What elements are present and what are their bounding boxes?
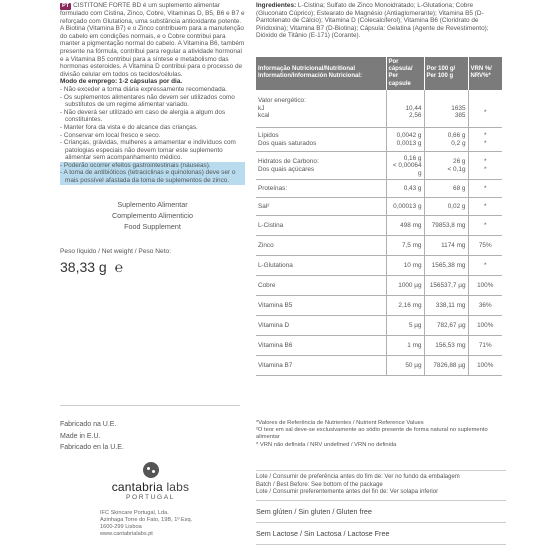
made-in-es: Fabricado en la U.E.: [60, 444, 124, 451]
net-weight: [60, 259, 245, 276]
value-per-100g: 1174 mg: [424, 236, 468, 256]
language-badge: PT: [62, 3, 70, 9]
nutrition-table: [256, 57, 502, 376]
company-address: [100, 510, 220, 538]
nutrition-row: [256, 256, 502, 276]
footnote: ²O teor em sal deve-se exclusivamente ao sódio presente de forma natural no suplemento alimentar: [256, 427, 488, 441]
value-nrv: *: [468, 216, 502, 236]
nutrition-row: [256, 90, 502, 128]
header-nrv: VRN %/ NRV%*: [468, 57, 502, 90]
nutrient-name: Sal²: [256, 198, 386, 216]
batch-line: Lote / Consumir de preferência antes do fim de: Ver no fundo da embalagem: [256, 474, 460, 480]
value-nrv: *: [468, 90, 502, 128]
nutrition-row: [256, 152, 502, 180]
value-nrv: 100%: [468, 356, 502, 376]
footnote: * VRN não definida / NRV undefined / VRN no definida: [256, 441, 397, 448]
ingredients-label: Ingredientes:: [256, 2, 297, 9]
nutrient-name: Proteínas:: [256, 180, 386, 198]
nutrition-row: [256, 216, 502, 236]
warning-item: - Não deverá ser utilizado em caso de alergia a algum dos constituintes.: [60, 108, 226, 124]
nutrient-name: Cobre: [256, 276, 386, 296]
intro-paragraph: [60, 2, 245, 78]
nutrition-header-row: [256, 57, 502, 90]
warning-item: - Não exceder a toma diária expressamente recomendada.: [60, 85, 227, 93]
value-nrv: 36%: [468, 296, 502, 316]
value-per-100g: 0,02 g: [424, 198, 468, 216]
warning-item: - Conservar em local fresco e seco.: [60, 131, 161, 139]
nutrition-row: [256, 236, 502, 256]
address-line: IFC Skincare Portugal, Lda.: [100, 510, 169, 516]
nutrition-row: [256, 356, 502, 376]
value-per-100g: 156,53 mg: [424, 336, 468, 356]
footnote: *Valores de Referência de Nutrientes / Nutrient Reference Values: [256, 420, 424, 426]
value-per-capsule: 50 µg: [386, 356, 424, 376]
address-line: 1600-299 Lisboa: [100, 524, 142, 530]
nutrition-row: [256, 296, 502, 316]
address-line: Azinhaga Torre do Fato, 19B, 1º Esq.: [100, 517, 193, 523]
header-per-100g: Por 100 g/ Per 100 g: [424, 57, 468, 90]
nutrition-row: [256, 198, 502, 216]
nutrition-row: [256, 128, 502, 152]
value-per-100g: 1565,38 mg: [424, 256, 468, 276]
value-per-capsule: 10,44 2,56: [386, 90, 424, 128]
nutrient-name: Zinco: [256, 236, 386, 256]
value-per-100g: 68 g: [424, 180, 468, 198]
supplement-label-en: Food Supplement: [124, 221, 181, 231]
logo-country: PORTUGAL: [126, 494, 175, 501]
supplement-label-pt: Suplemento Alimentar: [117, 199, 188, 209]
net-weight-label: Peso líquido / Net weight / Peso Neto:: [60, 247, 172, 255]
value-per-capsule: 0,0042 g 0,0013 g: [386, 128, 424, 152]
value-nrv: *: [468, 198, 502, 216]
highlighted-warning[interactable]: - A toma de antibióticos (tetraciclinas e quinolonas) deve ser o mais possível afastada da toma de suplementos de zinco.: [60, 169, 245, 184]
made-in-block: [60, 419, 124, 454]
usage-instructions: Modo de emprego: 1-2 cápsulas por dia.: [60, 78, 183, 86]
value-nrv: *: [468, 256, 502, 276]
value-per-100g: 26 g < 0,1g: [424, 152, 468, 180]
value-per-100g: 156537,7 µg: [424, 276, 468, 296]
nutrition-row: [256, 276, 502, 296]
supplement-labels: [60, 199, 245, 232]
nutrient-name: Lípidos Dos quais saturados: [256, 128, 386, 152]
intro-text: CISTITONE FORTE BD é um suplemento alimentar formulado com Cistina, Zinco, Cobre, Vitaminas D, B5, B6 e B7 e reforçado com Glutationa, uma substância antioxidante potente. A Biotina (Vitamina B7) e o Zinco contribuem para a manutenção do cabelo em condições normais, e o Cobre contribui para manter a pigmentação normal do cabelo. A Vitamina B6, também presente na fórmula, contribui para regular a atividade hormonal e a Vitamina B5 contribui para a síntese e metabolismo das hormonas esteroides. A Vitamina D contribui para o processo de divisão celular em todos os tecidos/células.: [60, 2, 245, 78]
value-per-100g: 7826,88 µg: [424, 356, 468, 376]
value-per-capsule: 1 mg: [386, 336, 424, 356]
value-per-capsule: 7,5 mg: [386, 236, 424, 256]
header-per-capsule: Por cápsula/ Per capsule: [386, 57, 424, 90]
divider: [256, 470, 506, 471]
estimated-sign-icon: ℮: [114, 259, 124, 276]
warning-item: - Manter fora da vista e do alcance das crianças.: [60, 123, 198, 131]
nutrient-name: Hidratos de Carbono: Dos quais açúcares: [256, 152, 386, 180]
nutrient-name: Vitamina B7: [256, 356, 386, 376]
ingredients-text: L-Cistina; Sulfato de Zinco Monoidratado; L-Glutationa; Cobre (Gluconato Cúprico); Estearato de Magnésio (Antiaglomerante); Vitamina B5 (D-Pantotenato de Cálcio); Vitamina D (Colecalciferol); Vitamina B6 (Cloridrato de Piridoxina); Vitamina B7 (D-Biotina); Cápsula: Gelatina (Agente de Revestimento); Dióxido de Titânio (E-171) (Corante).: [256, 2, 489, 40]
logo-mark-icon: [143, 462, 159, 478]
warning-item: - Crianças, grávidas, mulheres a amamentar e indivíduos com patologias especiais não devem tomar este suplemento alimentar sem acompanhamento médico.: [60, 139, 236, 162]
nutrient-name: L-Glutationa: [256, 256, 386, 276]
warnings-list: [60, 86, 245, 185]
header-nutrient: Informação Nutricional/Nutritional Information/Información Nutricional:: [256, 57, 386, 90]
value-nrv: *: [468, 180, 502, 198]
value-nrv: 100%: [468, 276, 502, 296]
nutrient-name: Valor energético: kJ kcal: [256, 90, 386, 128]
gluten-free: Sem glúten / Sin gluten / Gluten free: [256, 507, 372, 516]
made-in-pt: Fabricado na U.E.: [60, 421, 117, 428]
value-per-capsule: 5 µg: [386, 316, 424, 336]
value-nrv: 71%: [468, 336, 502, 356]
value-per-capsule: 10 mg: [386, 256, 424, 276]
warning-item: - Os suplementos alimentares não devem ser utilizados como substitutos de um regime alimentar variado.: [60, 93, 235, 109]
batch-info: [256, 474, 506, 497]
value-per-100g: 0,66 g 0,2 g: [424, 128, 468, 152]
nutrition-row: [256, 336, 502, 356]
table-footnotes: [256, 420, 506, 449]
made-in-en: Made in E.U.: [60, 432, 101, 440]
value-per-capsule: 0,16 g < 0,00064 g: [386, 152, 424, 180]
divider: [256, 500, 506, 501]
highlighted-warning[interactable]: - Poderão ocorrer efeitos gastrointestinais (náuseas).: [60, 162, 245, 170]
value-per-100g: 782,67 µg: [424, 316, 468, 336]
lactose-free: Sem Lactose / Sin Lactosa / Lactose Free: [256, 529, 390, 538]
supplement-label-es: Complemento Alimenticio: [111, 210, 194, 220]
ingredients: [256, 2, 506, 40]
divider: [60, 405, 240, 406]
value-per-100g: 79853,8 mg: [424, 216, 468, 236]
nutrient-name: L-Cistina: [256, 216, 386, 236]
value-nrv: 75%: [468, 236, 502, 256]
logo-name: cantabria labs: [111, 480, 190, 494]
value-nrv: * *: [468, 152, 502, 180]
net-weight-value: 38,33 g: [60, 259, 107, 276]
batch-line: Lote / Consumir preferentemente antes del fin de: Ver solapa inferior: [256, 489, 439, 495]
divider: [256, 544, 506, 545]
nutrition-row: [256, 316, 502, 336]
value-per-capsule: 2,16 mg: [386, 296, 424, 316]
nutrient-name: Vitamina B5: [256, 296, 386, 316]
right-column: [256, 2, 506, 40]
nutrient-name: Vitamina B6: [256, 336, 386, 356]
value-per-capsule: 498 mg: [386, 216, 424, 236]
nutrient-name: Vitamina D: [256, 316, 386, 336]
website-link[interactable]: www.cantabrialabs.pt: [100, 531, 153, 537]
value-per-100g: 1635 385: [424, 90, 468, 128]
value-per-100g: 338,11 mg: [424, 296, 468, 316]
value-nrv: * *: [468, 128, 502, 152]
batch-line: Batch / Best Before: See bottom of the package: [256, 481, 383, 488]
divider: [256, 522, 506, 523]
value-nrv: 100%: [468, 316, 502, 336]
brand-logo: [88, 462, 213, 501]
value-per-capsule: 1000 µg: [386, 276, 424, 296]
left-column: [60, 2, 245, 276]
nutrition-row: [256, 180, 502, 198]
value-per-capsule: 0,43 g: [386, 180, 424, 198]
value-per-capsule: 0,00013 g: [386, 198, 424, 216]
